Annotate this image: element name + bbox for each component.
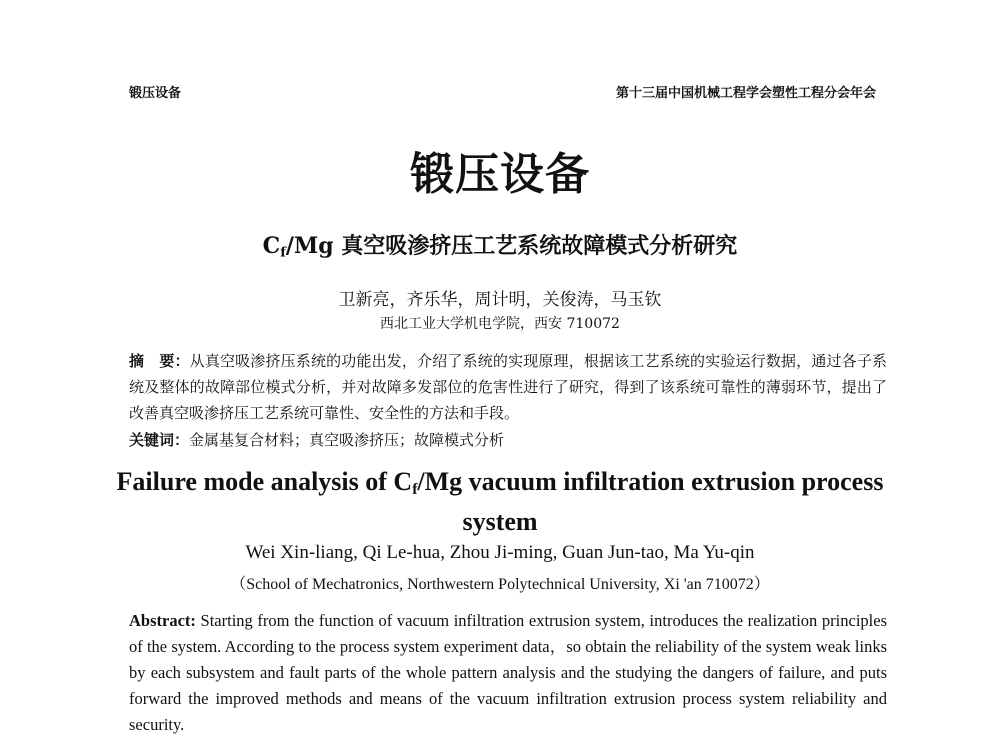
chinese-affiliation: 西北工业大学机电学院，西安 710072 [380,316,620,332]
chinese-paper-title [0,229,1000,260]
english-paper-title [110,466,890,538]
chinese-title-prefix: C [262,233,281,259]
english-title-part1: Failure mode analysis of C [116,467,413,496]
chinese-abstract-label: 摘 要： [129,352,190,370]
chinese-keywords-label: 关键词： [129,431,190,449]
english-authors: Wei Xin-liang, Qi Le-hua, Zhou Ji-ming, Guan Jun-tao, Ma Yu-qin [245,542,755,563]
english-title-subscript: f [412,480,418,498]
english-abstract-text: Starting from the function of vacuum infiltration extrusion system, introduces the realization principles of the system. According to the process system experiment data，so obtain the reliability of the system weak links by each subsystem and fault parts of the whole pattern analysis and the studying the dangers of failure, and puts forward the improved methods and means of the vacuum infiltration extrusion process system reliability and security. [129,611,887,734]
running-header-left: 锻压设备 [129,86,182,101]
english-abstract-label: Abstract: [129,611,196,630]
chinese-keywords [129,427,887,453]
chinese-title-subscript: f [280,245,286,261]
chinese-title-rest: /Mg 真空吸渗挤压工艺系统故障模式分析研究 [285,233,738,259]
chinese-keywords-text: 金属基复合材料；真空吸渗挤压；故障模式分析 [189,431,505,449]
chinese-abstract-text: 从真空吸渗挤压系统的功能出发，介绍了系统的实现原理，根据该工艺系统的实验运行数据，通过各子系统及整体的故障部位模式分析，并对故障多发部位的危害性进行了研究，得到了该系统可靠性的薄弱环节，提出了改善真空吸渗挤压工艺系统可靠性、安全性的方法和手段。 [129,352,887,422]
english-title-part2: /Mg vacuum infiltration extrusion process system [417,467,884,536]
running-header-right: 第十三届中国机械工程学会塑性工程分会年会 [615,86,876,101]
chinese-abstract [129,348,887,426]
english-affiliation: （School of Mechatronics, Northwestern Polytechnical University, Xi 'an 710072） [230,576,770,593]
english-abstract [129,608,887,738]
journal-title: 锻压设备 [410,149,590,200]
chinese-authors: 卫新亮，齐乐华，周计明，关俊涛，马玉钦 [338,290,662,310]
